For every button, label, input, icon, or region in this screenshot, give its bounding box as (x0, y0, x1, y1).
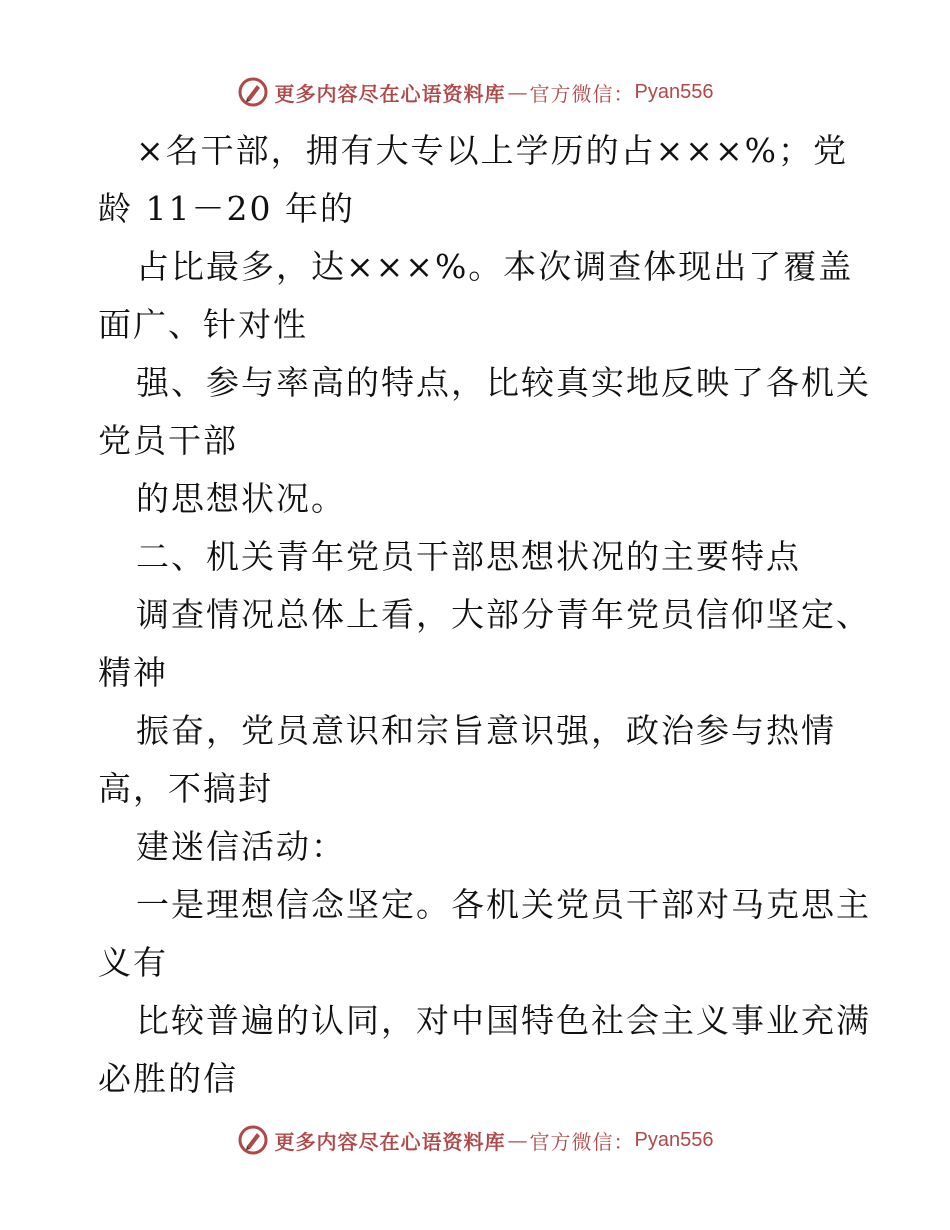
banner-wechat-id: Pyan556 (634, 80, 714, 103)
body-line: 调查情况总体上看，大部分青年党员信仰坚定、 (136, 595, 871, 634)
banner-dash: — (507, 1128, 528, 1152)
body-line: 比较普遍的认同，对中国特色社会主义事业充满 (136, 1001, 871, 1040)
banner-wechat-label: 官方微信： (529, 1129, 635, 1154)
body-line: 建迷信活动： (136, 827, 346, 866)
body-line: 的思想状况。 (136, 479, 346, 518)
body-line: ×名干部，拥有大专以上学历的占×××%；党 (136, 131, 848, 170)
page-footer-banner (0, 1120, 950, 1160)
banner-wechat-id: Pyan556 (634, 1128, 714, 1151)
banner-title: 更多内容尽在心语资料库 (274, 81, 506, 106)
body-line: 精神 (98, 653, 168, 692)
banner-title: 更多内容尽在心语资料库 (274, 1129, 506, 1154)
body-line: 占比最多，达×××%。本次调查体现出了覆盖 (136, 247, 854, 286)
body-line: 义有 (98, 943, 168, 982)
pen-logo-icon (237, 1124, 269, 1156)
body-line: 一是理想信念坚定。各机关党员干部对马克思主 (136, 885, 871, 924)
banner-dash: — (507, 80, 528, 104)
body-line: 振奋，党员意识和宗旨意识强，政治参与热情 (136, 711, 836, 750)
body-line: 强、参与率高的特点，比较真实地反映了各机关 (136, 363, 871, 402)
page-header-banner (0, 72, 950, 112)
section-heading: 二、机关青年党员干部思想状况的主要特点 (136, 537, 801, 576)
body-line: 面广、针对性 (98, 305, 308, 344)
pen-logo-icon (237, 76, 269, 108)
banner-wechat-label: 官方微信： (529, 81, 635, 106)
body-line: 龄 11－20 年的 (98, 189, 355, 228)
body-line: 必胜的信 (98, 1059, 238, 1098)
body-line: 高，不搞封 (98, 769, 273, 808)
document-body (98, 122, 871, 1108)
body-line: 党员干部 (98, 421, 238, 460)
